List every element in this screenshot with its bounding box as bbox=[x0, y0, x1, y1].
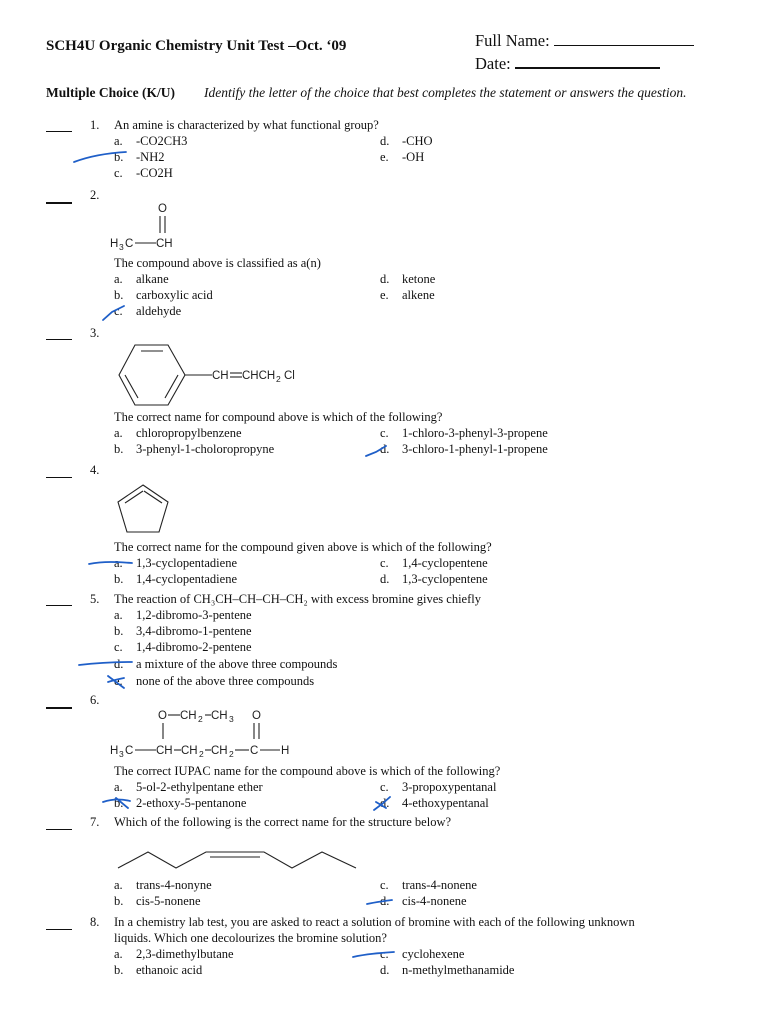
full-name-label: Full Name: bbox=[475, 31, 550, 50]
option-c: c. trans-4-nonene bbox=[380, 878, 477, 892]
date-label: Date: bbox=[475, 54, 511, 73]
structure-acetaldehyde bbox=[110, 200, 200, 255]
option-b: b. 1,4-cyclopentadiene bbox=[114, 572, 237, 586]
answer-blank-q7[interactable] bbox=[46, 829, 72, 830]
svg-text:CH: CH bbox=[212, 370, 229, 382]
answer-blank-q1[interactable] bbox=[46, 131, 72, 132]
option-a: a. chloropropylbenzene bbox=[114, 426, 242, 440]
option-e: e. none of the above three compounds bbox=[114, 674, 315, 688]
option-e: e. -OH bbox=[380, 150, 425, 164]
pen-mark-q3d bbox=[362, 442, 392, 462]
option-c: c. 3-propoxypentanal bbox=[380, 780, 497, 794]
pen-mark-q5e bbox=[104, 672, 128, 692]
option-a: a. alkane bbox=[114, 272, 169, 286]
option-b: b. carboxylic acid bbox=[114, 288, 213, 302]
option-c: c. 1-chloro-3-phenyl-3-propene bbox=[380, 426, 548, 440]
option-d: d. 1,3-cyclopentene bbox=[380, 572, 488, 586]
structure-cyclopentadiene bbox=[116, 482, 176, 537]
option-d: d. 4-ethoxypentanal bbox=[380, 796, 489, 810]
question-text-line2: liquids. Which one decolourizes the bromine solution? bbox=[114, 931, 387, 945]
option-a: a. -CO2CH3 bbox=[114, 134, 188, 148]
svg-text:2: 2 bbox=[199, 749, 204, 759]
svg-text:H: H bbox=[281, 745, 290, 757]
pen-mark-q6b bbox=[100, 794, 134, 812]
svg-text:3: 3 bbox=[119, 242, 124, 252]
answer-blank-q2[interactable] bbox=[46, 202, 72, 204]
option-d: d. a mixture of the above three compounds bbox=[114, 657, 338, 671]
option-a: a. 2,3-dimethylbutane bbox=[114, 947, 234, 961]
svg-text:3: 3 bbox=[119, 749, 124, 759]
svg-text:O: O bbox=[252, 710, 261, 722]
answer-blank-q4[interactable] bbox=[46, 477, 72, 478]
full-name-blank[interactable] bbox=[554, 31, 694, 46]
section-label: Multiple Choice (K/U) bbox=[46, 85, 175, 100]
question-number: 4. bbox=[90, 463, 100, 477]
option-d: d. n-methylmethanamide bbox=[380, 963, 515, 977]
answer-blank-q5[interactable] bbox=[46, 605, 72, 606]
option-d: d. cis-4-nonene bbox=[380, 894, 467, 908]
pen-mark-q7d bbox=[364, 894, 394, 910]
structure-nonene-skeletal bbox=[116, 836, 366, 876]
svg-text:C: C bbox=[125, 238, 134, 250]
question-text: In a chemistry lab test, you are asked to react a solution of bromine with each of the following unknown bbox=[114, 915, 635, 929]
question-text: Which of the following is the correct name for the structure below? bbox=[114, 815, 452, 829]
svg-text:3: 3 bbox=[229, 714, 234, 724]
option-a: a. trans-4-nonyne bbox=[114, 878, 212, 892]
svg-text:CH: CH bbox=[180, 710, 197, 722]
structure-ethoxypentanal bbox=[110, 706, 310, 761]
svg-text:O: O bbox=[158, 203, 167, 215]
option-b: b. 2-ethoxy-5-pentanone bbox=[114, 796, 247, 810]
svg-text:O: O bbox=[158, 710, 167, 722]
svg-text:CH: CH bbox=[181, 745, 198, 757]
svg-text:CHCH: CHCH bbox=[242, 370, 276, 382]
option-d: d. -CHO bbox=[380, 134, 433, 148]
option-c: c. aldehyde bbox=[114, 304, 182, 318]
svg-text:H: H bbox=[110, 238, 119, 250]
option-e: e. alkene bbox=[380, 288, 435, 302]
svg-text:CH: CH bbox=[211, 710, 228, 722]
question-text: The correct name for compound above is which of the following? bbox=[114, 410, 443, 424]
date-field[interactable] bbox=[475, 53, 660, 74]
question-number: 6. bbox=[90, 693, 100, 707]
pen-mark-q2c bbox=[100, 302, 130, 324]
option-c: c. 1,4-dibromo-2-pentene bbox=[114, 640, 252, 654]
date-blank[interactable] bbox=[515, 53, 660, 69]
option-b: b. 3,4-dibromo-1-pentene bbox=[114, 624, 252, 638]
question-number: 5. bbox=[90, 592, 100, 606]
svg-text:C: C bbox=[125, 745, 134, 757]
question-number: 2. bbox=[90, 188, 100, 202]
pen-mark-q8c bbox=[350, 946, 400, 962]
pen-mark-q1b bbox=[70, 148, 130, 168]
option-b: b. cis-5-nonene bbox=[114, 894, 201, 908]
pen-mark-q4a bbox=[86, 556, 136, 572]
question-number: 1. bbox=[90, 118, 100, 132]
pen-mark-q6d bbox=[370, 794, 394, 814]
section-instruction: Identify the letter of the choice that best completes the statement or answers the question. bbox=[204, 85, 687, 100]
svg-text:CH: CH bbox=[156, 745, 173, 757]
question-number: 7. bbox=[90, 815, 100, 829]
svg-text:CH: CH bbox=[156, 238, 173, 250]
option-a: a. 1,3-cyclopentadiene bbox=[114, 556, 237, 570]
option-b: b. 3-phenyl-1-choloropropyne bbox=[114, 442, 275, 456]
option-c: c. -CO2H bbox=[114, 166, 173, 180]
option-b: b. ethanoic acid bbox=[114, 963, 203, 977]
answer-blank-q8[interactable] bbox=[46, 929, 72, 930]
option-a: a. 5-ol-2-ethylpentane ether bbox=[114, 780, 263, 794]
svg-text:2: 2 bbox=[198, 714, 203, 724]
svg-text:Cl: Cl bbox=[284, 370, 295, 382]
svg-text:CH: CH bbox=[211, 745, 228, 757]
svg-text:H: H bbox=[110, 745, 119, 757]
option-d: d. ketone bbox=[380, 272, 436, 286]
question-text: The correct IUPAC name for the compound above is which of the following? bbox=[114, 764, 501, 778]
full-name-field[interactable] bbox=[475, 31, 694, 51]
svg-text:2: 2 bbox=[229, 749, 234, 759]
option-c: c. cyclohexene bbox=[380, 947, 465, 961]
svg-text:2: 2 bbox=[276, 374, 281, 384]
answer-blank-q3[interactable] bbox=[46, 339, 72, 340]
question-text: The correct name for the compound given above is which of the following? bbox=[114, 540, 492, 554]
question-number: 3. bbox=[90, 326, 100, 340]
question-number: 8. bbox=[90, 915, 100, 929]
svg-text:C: C bbox=[250, 745, 259, 757]
option-c: c. 1,4-cyclopentene bbox=[380, 556, 488, 570]
question-text: The compound above is classified as a(n) bbox=[114, 256, 321, 270]
question-text: The reaction of CH₃CH–CH–CH–CH₂ with excess bromine gives chiefly bbox=[114, 592, 481, 606]
answer-blank-q6[interactable] bbox=[46, 707, 72, 709]
option-a: a. 1,2-dibromo-3-pentene bbox=[114, 608, 252, 622]
test-title: SCH4U Organic Chemistry Unit Test –Oct. ‘09 bbox=[46, 38, 347, 54]
question-text: An amine is characterized by what functional group? bbox=[114, 118, 379, 132]
option-b: b. -NH2 bbox=[114, 150, 165, 164]
structure-chloropropenylbenzene bbox=[118, 340, 318, 410]
pen-mark-q5d bbox=[76, 657, 136, 671]
option-d: d. 3-chloro-1-phenyl-1-propene bbox=[380, 442, 548, 456]
